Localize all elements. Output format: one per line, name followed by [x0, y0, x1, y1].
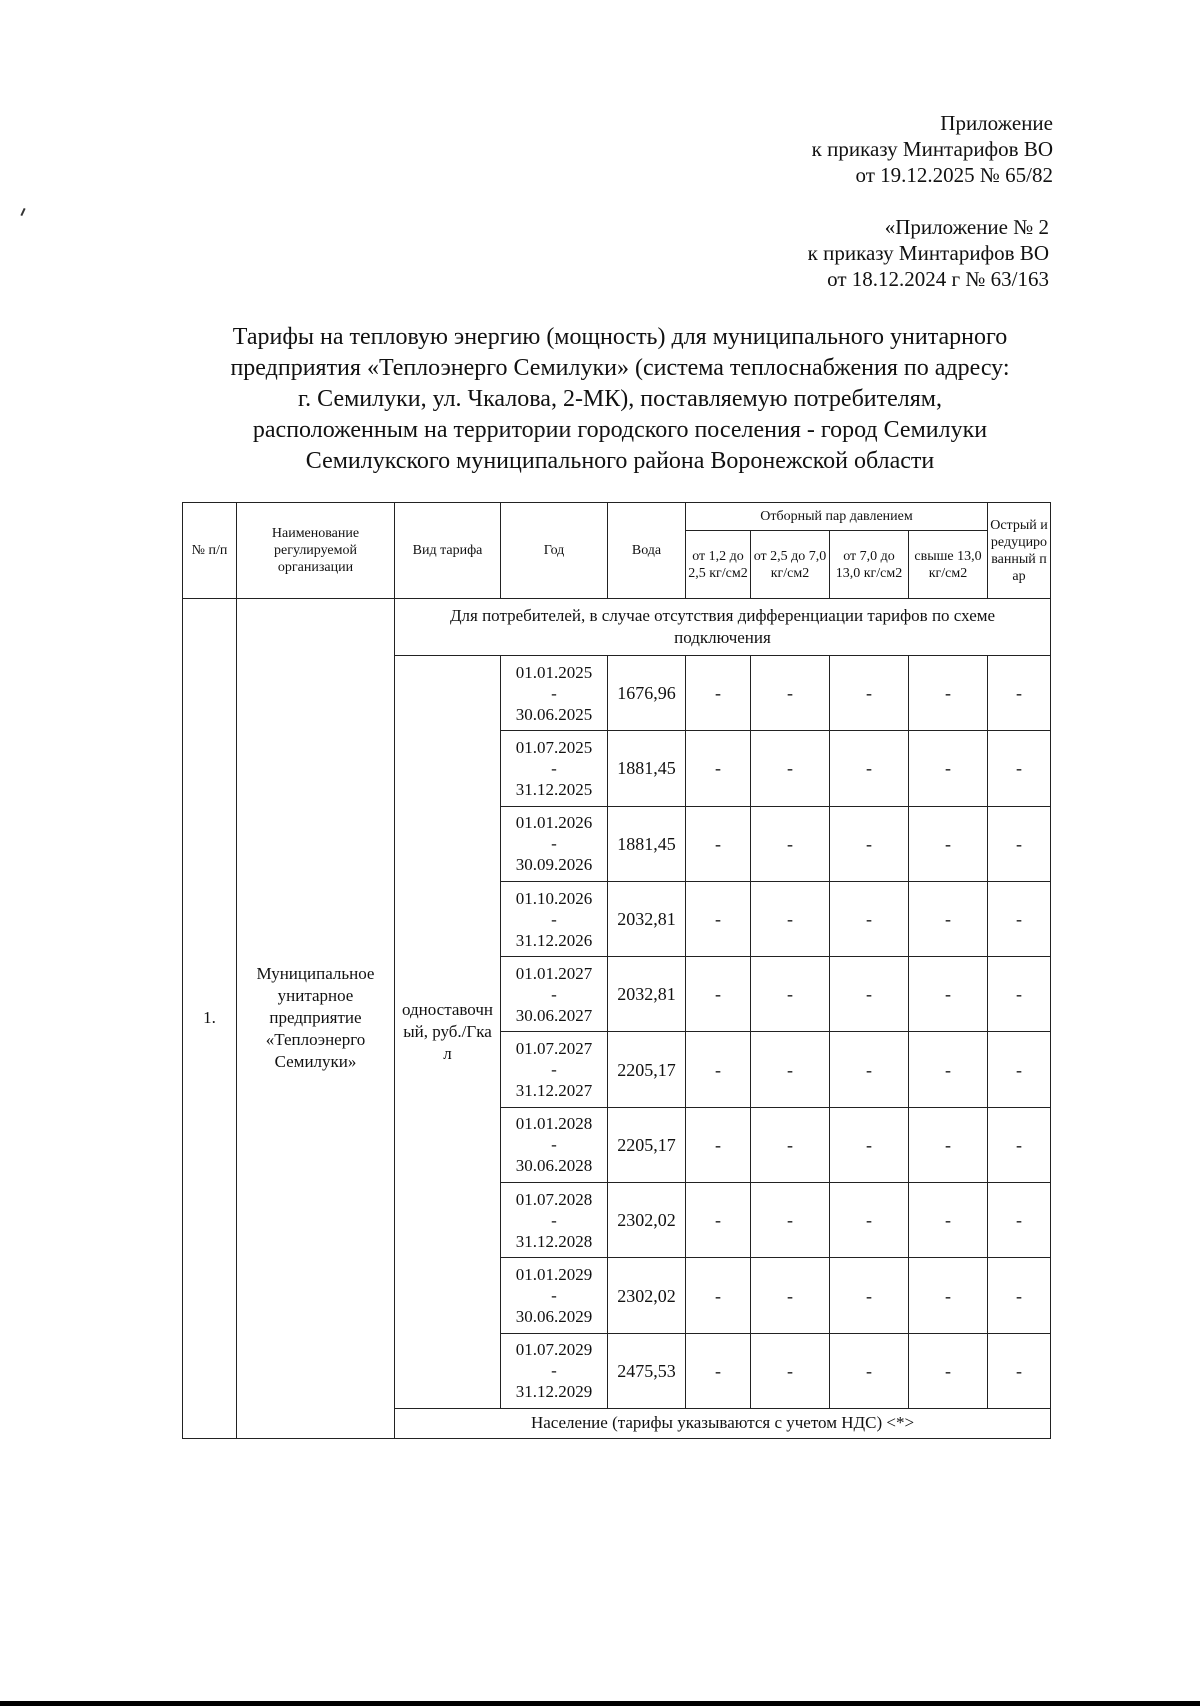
empty-value: -	[686, 881, 751, 956]
organization-name: Муниципальное унитарное предприятие «Теплоэнерго Семилуки»	[237, 599, 395, 1439]
empty-value: -	[830, 806, 909, 881]
appendix-line: Приложение	[940, 111, 1053, 135]
empty-value: -	[909, 656, 988, 731]
empty-value: -	[909, 806, 988, 881]
period-to: 31.12.2027	[515, 1081, 593, 1101]
empty-value: -	[830, 881, 909, 956]
empty-value: -	[751, 731, 830, 806]
empty-value: -	[686, 1333, 751, 1408]
period-separator: -	[551, 834, 557, 854]
period-to: 30.06.2025	[515, 704, 593, 724]
tariff-table	[182, 502, 1051, 1439]
period-cell	[501, 656, 608, 731]
empty-value: -	[988, 957, 1051, 1032]
empty-value: -	[751, 1333, 830, 1408]
empty-value: -	[988, 806, 1051, 881]
header-num: № п/п	[183, 503, 237, 599]
water-tariff: 1676,96	[608, 656, 686, 731]
empty-value: -	[909, 731, 988, 806]
empty-value: -	[686, 806, 751, 881]
header-tariff-type: Вид тарифа	[395, 503, 501, 599]
appendix-line: «Приложение № 2	[884, 215, 1049, 239]
empty-value: -	[909, 1258, 988, 1333]
empty-value: -	[909, 1107, 988, 1182]
period-from: 01.07.2028	[515, 1189, 593, 1209]
header-sharp-steam: Острый и редуцированный пар	[988, 503, 1051, 599]
header-steam-3: от 7,0 до 13,0 кг/см2	[830, 531, 909, 599]
empty-value: -	[751, 1183, 830, 1258]
header-steam-group: Отборный пар давлением	[686, 503, 988, 531]
title-line: Семилукского муниципального района Воронежской области	[305, 448, 935, 474]
empty-value: -	[686, 656, 751, 731]
period-from: 01.10.2026	[515, 888, 593, 908]
header-year: Год	[501, 503, 608, 599]
empty-value: -	[686, 957, 751, 1032]
empty-value: -	[909, 957, 988, 1032]
water-tariff: 2302,02	[608, 1258, 686, 1333]
water-tariff: 2032,81	[608, 957, 686, 1032]
period-from: 01.01.2028	[515, 1114, 593, 1134]
empty-value: -	[830, 1032, 909, 1107]
empty-value: -	[751, 1107, 830, 1182]
appendix-line: к приказу Минтарифов ВО	[807, 241, 1049, 265]
empty-value: -	[686, 731, 751, 806]
period-separator: -	[551, 984, 557, 1004]
period-cell	[501, 1107, 608, 1182]
scan-border	[0, 1701, 1200, 1706]
period-separator: -	[551, 1361, 557, 1381]
section-heading-population: Население (тарифы указываются с учетом НДС) <*>	[395, 1408, 1051, 1438]
header-steam-2: от 2,5 до 7,0 кг/см2	[751, 531, 830, 599]
water-tariff: 2032,81	[608, 881, 686, 956]
period-cell	[501, 957, 608, 1032]
empty-value: -	[751, 1258, 830, 1333]
period-cell	[501, 1333, 608, 1408]
period-cell	[501, 881, 608, 956]
empty-value: -	[988, 1107, 1051, 1182]
empty-value: -	[988, 881, 1051, 956]
empty-value: -	[751, 656, 830, 731]
row-number: 1.	[183, 599, 237, 1439]
period-separator: -	[551, 1135, 557, 1155]
water-tariff: 1881,45	[608, 806, 686, 881]
empty-value: -	[988, 1183, 1051, 1258]
period-to: 31.12.2028	[515, 1231, 593, 1251]
empty-value: -	[830, 656, 909, 731]
period-to: 31.12.2026	[515, 930, 593, 950]
appendix-line: к приказу Минтарифов ВО	[811, 137, 1053, 161]
period-cell	[501, 806, 608, 881]
empty-value: -	[988, 1032, 1051, 1107]
empty-value: -	[751, 806, 830, 881]
empty-value: -	[830, 731, 909, 806]
period-from: 01.07.2025	[515, 737, 593, 757]
title-line: Тарифы на тепловую энергию (мощность) для муниципального унитарного	[232, 324, 1008, 350]
empty-value: -	[830, 957, 909, 1032]
period-to: 31.12.2029	[515, 1382, 593, 1402]
period-cell	[501, 731, 608, 806]
appendix-line: от 19.12.2025 № 65/82	[855, 163, 1053, 187]
appendix-line: от 18.12.2024 г № 63/163	[827, 267, 1049, 291]
empty-value: -	[830, 1107, 909, 1182]
period-cell	[501, 1183, 608, 1258]
appendix-reference	[812, 110, 1053, 188]
empty-value: -	[909, 1032, 988, 1107]
empty-value: -	[686, 1183, 751, 1258]
empty-value: -	[909, 1333, 988, 1408]
empty-value: -	[830, 1258, 909, 1333]
period-cell	[501, 1258, 608, 1333]
title-line: г. Семилуки, ул. Чкалова, 2-МК), поставляемую потребителям,	[298, 386, 942, 412]
period-from: 01.07.2029	[515, 1340, 593, 1360]
empty-value: -	[751, 881, 830, 956]
period-from: 01.07.2027	[515, 1039, 593, 1059]
previous-appendix-reference	[808, 214, 1049, 292]
water-tariff: 1881,45	[608, 731, 686, 806]
empty-value: -	[686, 1032, 751, 1107]
empty-value: -	[909, 881, 988, 956]
document-title	[170, 322, 1070, 477]
period-from: 01.01.2026	[515, 813, 593, 833]
scan-mark	[20, 208, 25, 216]
period-to: 30.06.2027	[515, 1005, 593, 1025]
empty-value: -	[751, 1032, 830, 1107]
period-separator: -	[551, 683, 557, 703]
header-water: Вода	[608, 503, 686, 599]
water-tariff: 2205,17	[608, 1107, 686, 1182]
period-separator: -	[551, 1060, 557, 1080]
header-org: Наименование регулируемой организации	[237, 503, 395, 599]
period-to: 30.06.2029	[515, 1307, 593, 1327]
water-tariff: 2302,02	[608, 1183, 686, 1258]
period-to: 30.06.2028	[515, 1156, 593, 1176]
empty-value: -	[830, 1183, 909, 1258]
period-from: 01.01.2025	[515, 662, 593, 682]
title-line: предприятия «Теплоэнерго Семилуки» (система теплоснабжения по адресу:	[230, 355, 1010, 381]
section-heading-consumers: Для потребителей, в случае отсутствия дифференциации тарифов по схеме подключения	[395, 599, 1051, 656]
empty-value: -	[909, 1183, 988, 1258]
empty-value: -	[988, 731, 1051, 806]
period-from: 01.01.2027	[515, 963, 593, 983]
period-separator: -	[551, 1286, 557, 1306]
water-tariff: 2475,53	[608, 1333, 686, 1408]
period-separator: -	[551, 758, 557, 778]
period-from: 01.01.2029	[515, 1265, 593, 1285]
period-to: 31.12.2025	[515, 779, 593, 799]
period-separator: -	[551, 1210, 557, 1230]
period-to: 30.09.2026	[515, 855, 593, 875]
empty-value: -	[686, 1258, 751, 1333]
water-tariff: 2205,17	[608, 1032, 686, 1107]
header-steam-1: от 1,2 до 2,5 кг/см2	[686, 531, 751, 599]
empty-value: -	[751, 957, 830, 1032]
tariff-type: одноставочный, руб./Гкал	[395, 656, 501, 1409]
empty-value: -	[830, 1333, 909, 1408]
period-cell	[501, 1032, 608, 1107]
header-steam-4: свыше 13,0 кг/см2	[909, 531, 988, 599]
empty-value: -	[988, 1258, 1051, 1333]
empty-value: -	[686, 1107, 751, 1182]
empty-value: -	[988, 1333, 1051, 1408]
title-line: расположенным на территории городского поселения - город Семилуки	[252, 417, 988, 443]
period-separator: -	[551, 909, 557, 929]
empty-value: -	[988, 656, 1051, 731]
